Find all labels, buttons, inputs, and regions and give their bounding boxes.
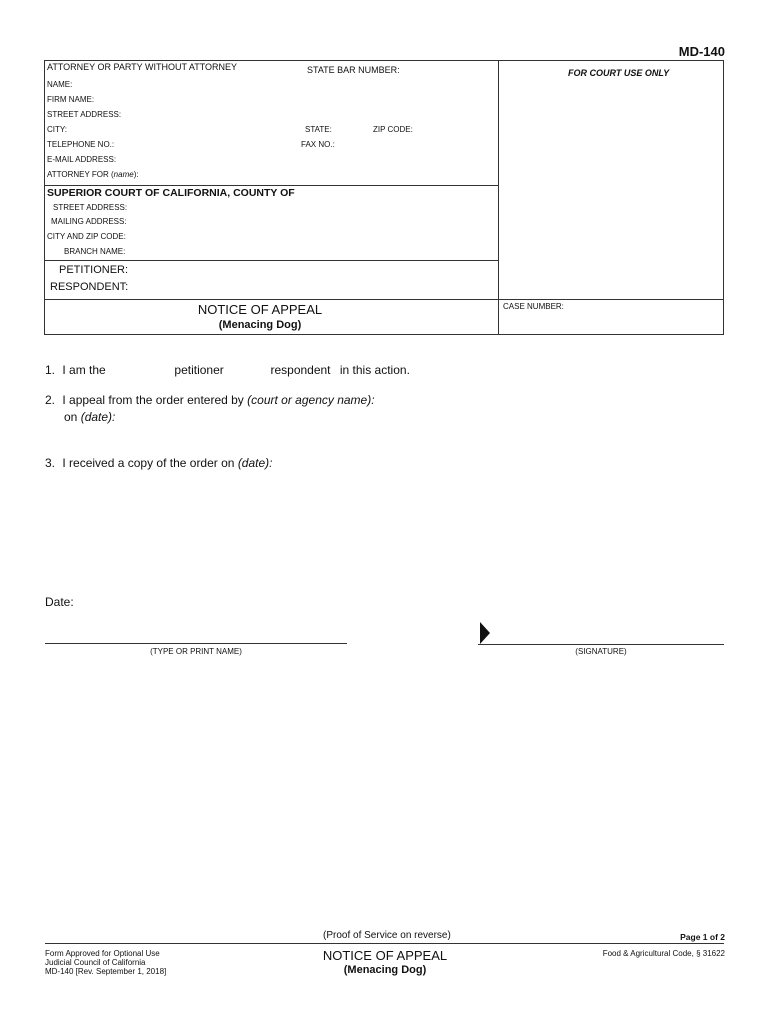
state-bar-label: STATE BAR NUMBER: (307, 65, 400, 75)
item-2-date-hint: (date): (80, 410, 116, 424)
column-divider (498, 61, 499, 335)
respondent-label: RESPONDENT: (50, 281, 129, 293)
firm-label: FIRM NAME: (47, 95, 95, 104)
attorney-label: ATTORNEY OR PARTY WITHOUT ATTORNEY (47, 62, 238, 72)
divider-court (45, 185, 498, 186)
proof-note: (Proof of Service on reverse) (323, 930, 451, 941)
form-title: NOTICE OF APPEAL (197, 302, 323, 317)
divider-title (45, 299, 724, 300)
court-street-label: STREET ADDRESS: (53, 203, 128, 212)
court-title: SUPERIOR COURT OF CALIFORNIA, COUNTY OF (47, 187, 295, 199)
print-name-line[interactable] (45, 643, 347, 644)
court-mailing-label: MAILING ADDRESS: (51, 217, 127, 226)
footer-title: NOTICE OF APPEAL (322, 948, 448, 963)
zip-label: ZIP CODE: (373, 125, 413, 134)
court-agency-hint: (court or agency name): (247, 393, 375, 407)
respondent-option[interactable]: respondent (270, 363, 331, 377)
state-label: STATE: (305, 125, 332, 134)
court-branch-label: BRANCH NAME: (64, 247, 126, 256)
item-3-date-hint: (date): (237, 456, 273, 470)
street-label: STREET ADDRESS: (47, 110, 122, 119)
signature-arrow-icon (480, 622, 490, 644)
form-subtitle: (Menacing Dog) (218, 319, 302, 331)
footer-subtitle: (Menacing Dog) (343, 964, 427, 976)
item-1-text: I am the (62, 363, 106, 377)
item-1-end: in this action. (339, 363, 410, 377)
item-2-date-line (64, 410, 115, 424)
item-1 (45, 363, 410, 377)
petitioner-label: PETITIONER: (59, 264, 129, 276)
item-2-on: on (64, 410, 78, 424)
signature-line[interactable] (478, 644, 724, 645)
item-3-number: 3. (45, 456, 56, 470)
case-number-label: CASE NUMBER: (503, 302, 564, 311)
divider-parties (45, 260, 498, 261)
email-label: E-MAIL ADDRESS: (47, 155, 117, 164)
attorney-for-label: ATTORNEY FOR (name): (47, 170, 139, 179)
council-note: Judicial Council of California (45, 958, 146, 967)
item-3 (45, 456, 273, 470)
print-name-caption: (TYPE OR PRINT NAME) (150, 647, 242, 656)
court-city-label: CITY AND ZIP CODE: (47, 232, 126, 241)
phone-label: TELEPHONE NO.: (47, 140, 115, 149)
city-label: CITY: (47, 125, 68, 134)
form-id: MD-140 (678, 44, 725, 59)
petitioner-option[interactable]: petitioner (174, 363, 224, 377)
page-number: Page 1 of 2 (680, 932, 725, 942)
approved-note: Form Approved for Optional Use (45, 949, 160, 958)
item-2-text: I appeal from the order entered by (62, 393, 244, 407)
revision-note: MD-140 [Rev. September 1, 2018] (45, 967, 167, 976)
name-label: NAME: (47, 80, 73, 89)
court-use-label: FOR COURT USE ONLY (568, 68, 670, 78)
date-label: Date: (45, 595, 74, 609)
item-1-number: 1. (45, 363, 56, 377)
item-2-number: 2. (45, 393, 56, 407)
item-2 (45, 393, 375, 407)
fax-label: FAX NO.: (301, 140, 335, 149)
code-reference: Food & Agricultural Code, § 31622 (602, 949, 725, 958)
item-3-text: I received a copy of the order on (62, 456, 235, 470)
signature-caption: (SIGNATURE) (575, 647, 627, 656)
footer-rule (45, 943, 724, 944)
